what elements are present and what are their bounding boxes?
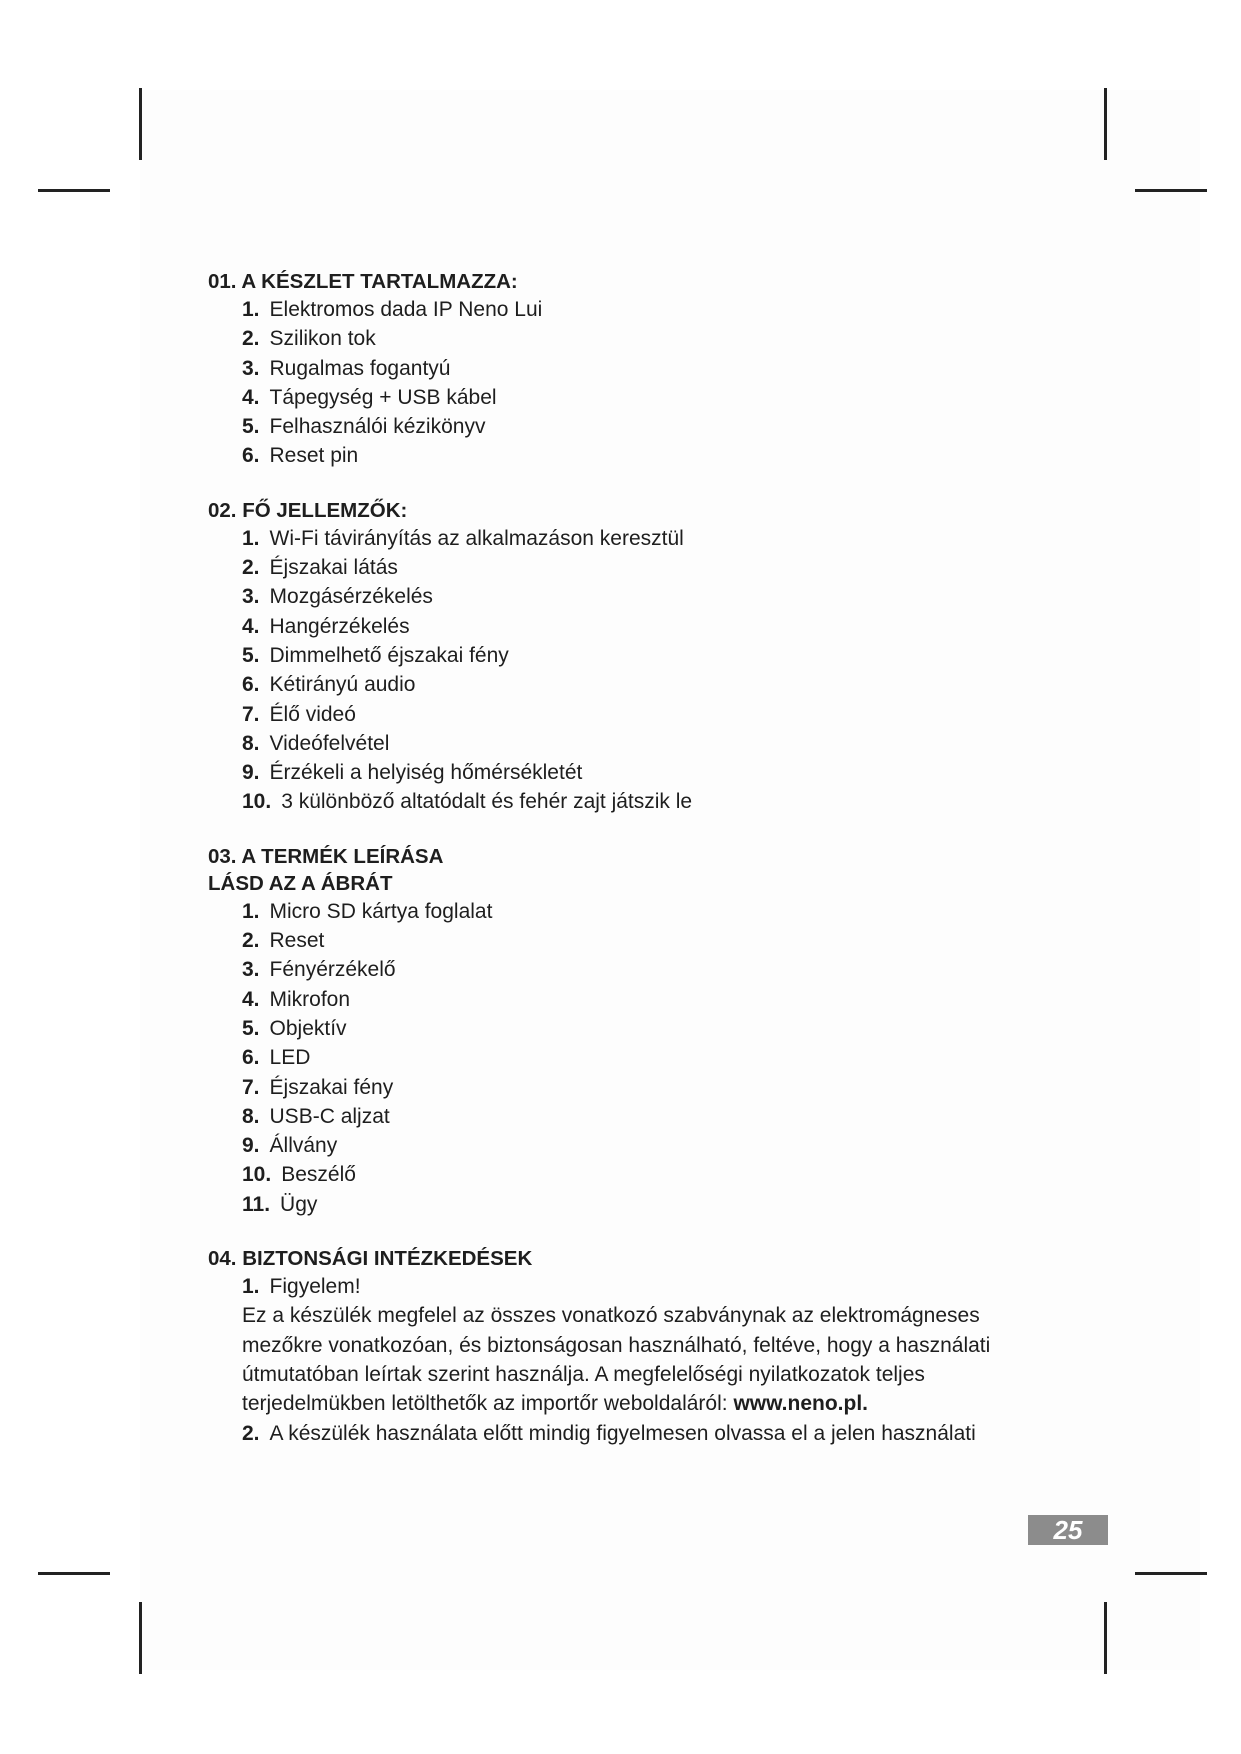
list-item: 10. Beszélő [242,1163,356,1187]
section-title: 04. BIZTONSÁGI INTÉZKEDÉSEK [208,1247,533,1271]
list-item: 5. Objektív [242,1016,347,1040]
list-item: 10. 3 különböző altatódalt és fehér zajt játszik le [242,790,693,814]
section-product-description [208,843,1108,1219]
list-item: 9. Érzékeli a helyiség hőmérsékletét [242,761,583,785]
crop-mark-bottom-left-vertical [139,1602,142,1674]
item-list [208,295,1108,471]
paragraph-line: útmutatóban leírtak szerint használja. A megfelelőségi nyilatkozatok teljes [242,1362,925,1386]
list-item: 2. Reset [242,929,325,953]
list-item: 6. LED [242,1046,311,1070]
list-item: 8. Videófelvétel [242,731,390,755]
list-item: 1. Wi-Fi távirányítás az alkalmazáson keresztül [242,526,684,550]
item-list [208,1419,1108,1448]
page-number: 25 [1028,1515,1108,1545]
manual-content [208,268,1108,1474]
list-item: 1. Elektromos dada IP Neno Lui [242,298,543,321]
list-item: 8. USB-C aljzat [242,1104,390,1128]
list-item: 9. Állvány [242,1134,338,1158]
list-item: 11. Ügy [242,1192,318,1216]
safety-paragraph [208,1301,1108,1418]
section-main-features [208,497,1108,817]
section-title: 02. FŐ JELLEMZŐK: [208,498,408,522]
list-item: 7. Élő videó [242,702,356,726]
list-item: 5. Felhasználói kézikönyv [242,415,486,439]
list-item: 4. Mikrofon [242,987,351,1011]
list-item: 5. Dimmelhető éjszakai fény [242,643,509,667]
item-list [208,897,1108,1219]
list-item: 7. Éjszakai fény [242,1075,394,1099]
item-list [208,524,1108,817]
list-item: 6. Kétirányú audio [242,673,416,697]
paragraph-line: Ez a készülék megfelel az összes vonatkozó szabványnak az elektromágneses [242,1304,980,1328]
crop-mark-bottom-left-horizontal [38,1572,110,1575]
list-item: 4. Hangérzékelés [242,614,410,638]
section-title: 01. A KÉSZLET TARTALMAZZA: [208,270,518,293]
section-subtitle: LÁSD AZ A ÁBRÁT [208,871,393,895]
crop-mark-top-right-vertical [1104,88,1107,160]
section-title: 03. A TERMÉK LEÍRÁSA [208,844,444,868]
crop-mark-bottom-right-horizontal [1135,1572,1207,1575]
list-item: 2. Éjszakai látás [242,556,398,580]
website-link[interactable]: www.neno.pl. [733,1392,868,1416]
list-item: 2. Szilikon tok [242,327,376,351]
crop-mark-top-left-horizontal [38,189,110,192]
list-item: 4. Tápegység + USB kábel [242,385,497,409]
list-item: 3. Rugalmas fogantyú [242,356,451,380]
crop-mark-top-right-horizontal [1135,189,1207,192]
paragraph-line: mezőkre vonatkozóan, és biztonságosan használható, feltéve, hogy a használati [242,1333,991,1357]
list-item: 3. Fényérzékelő [242,958,396,982]
paragraph-line: terjedelmükben letölthetők az importőr weboldaláról: www.neno.pl. [242,1392,868,1416]
list-item: 2. A készülék használata előtt mindig figyelmesen olvassa el a jelen használati [242,1421,976,1445]
list-item: 6. Reset pin [242,444,359,468]
crop-mark-top-left-vertical [139,88,142,160]
item-list [208,1272,1108,1301]
section-safety-measures [208,1245,1108,1448]
section-kit-contents [208,268,1108,471]
list-item: 3. Mozgásérzékelés [242,585,433,609]
list-item: 1. Figyelem! [242,1275,361,1299]
list-item: 1. Micro SD kártya foglalat [242,899,493,923]
crop-mark-bottom-right-vertical [1104,1602,1107,1674]
